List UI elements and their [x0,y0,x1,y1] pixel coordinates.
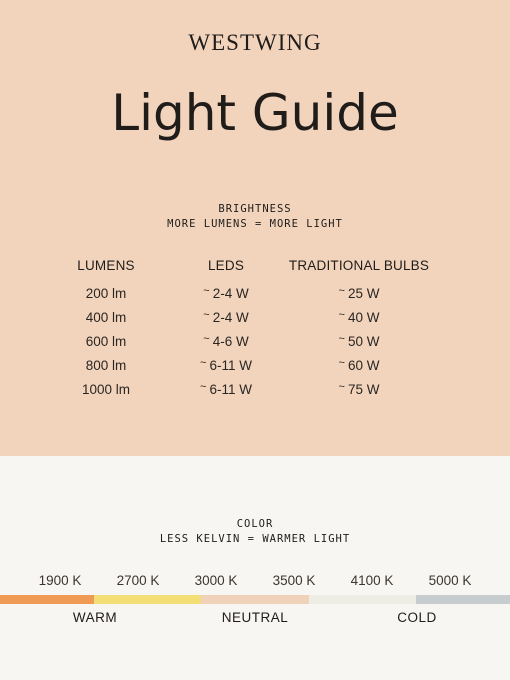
bulbs-cell [280,334,438,349]
brand-logo: WESTWING [188,30,322,55]
kelvin-label: 2700 K [116,573,160,588]
approx-symbol: ~ [203,333,210,345]
lumens-cell: 200 lm [85,286,127,301]
brightness-heading [0,202,510,232]
bulbs-cell [280,286,438,301]
bulbs-value: 40 W [347,310,380,325]
bulbs-value: 75 W [347,382,380,397]
leds-value: 2-4 W [212,286,249,301]
approx-symbol: ~ [200,381,207,393]
column-header-traditional-bulbs: TRADITIONAL BULBS [288,258,430,273]
bulbs-cell [280,358,438,373]
zone-label-cold: COLD [397,610,437,625]
approx-symbol: ~ [338,309,345,321]
lumens-cell: 400 lm [85,310,127,325]
leds-value: 6-11 W [209,382,252,397]
approx-symbol: ~ [200,357,207,369]
kelvin-label: 3500 K [272,573,316,588]
bulbs-value: 60 W [347,358,380,373]
kelvin-label: 3000 K [194,573,238,588]
zone-label-warm: WARM [72,610,118,625]
leds-cell [186,334,266,349]
brightness-heading-title: BRIGHTNESS [218,203,292,215]
color-bar-segment [0,595,94,604]
leds-value: 6-11 W [209,358,252,373]
leds-value: 4-6 W [212,334,249,349]
color-heading-subtitle: LESS KELVIN = WARMER LIGHT [159,533,351,545]
page-title: Light Guide [111,84,399,142]
leds-cell [186,286,266,301]
lumens-cell: 1000 lm [81,382,131,397]
lumens-cell: 800 lm [85,358,127,373]
approx-symbol: ~ [338,285,345,297]
bulbs-cell [280,382,438,397]
color-bar-segment [94,595,201,604]
leds-cell [186,382,266,397]
leds-value: 2-4 W [212,310,249,325]
bulbs-value: 25 W [347,286,380,301]
approx-symbol: ~ [338,357,345,369]
lumens-cell: 600 lm [85,334,127,349]
brightness-heading-subtitle: MORE LUMENS = MORE LIGHT [167,218,343,230]
column-header-lumens: LUMENS [77,258,135,273]
leds-cell [186,358,266,373]
column-header-leds: LEDS [207,258,245,273]
approx-symbol: ~ [203,309,210,321]
color-bar-segment [309,595,416,604]
color-bar-segment [416,595,510,604]
bulbs-value: 50 W [347,334,380,349]
approx-symbol: ~ [338,381,345,393]
color-heading [0,517,510,547]
bulbs-cell [280,310,438,325]
leds-cell [186,310,266,325]
color-heading-title: COLOR [236,518,274,530]
kelvin-label: 4100 K [350,573,394,588]
approx-symbol: ~ [338,333,345,345]
color-bar-segment [201,595,309,604]
zone-label-neutral: NEUTRAL [221,610,289,625]
kelvin-label: 1900 K [38,573,82,588]
approx-symbol: ~ [203,285,210,297]
kelvin-label: 5000 K [428,573,472,588]
